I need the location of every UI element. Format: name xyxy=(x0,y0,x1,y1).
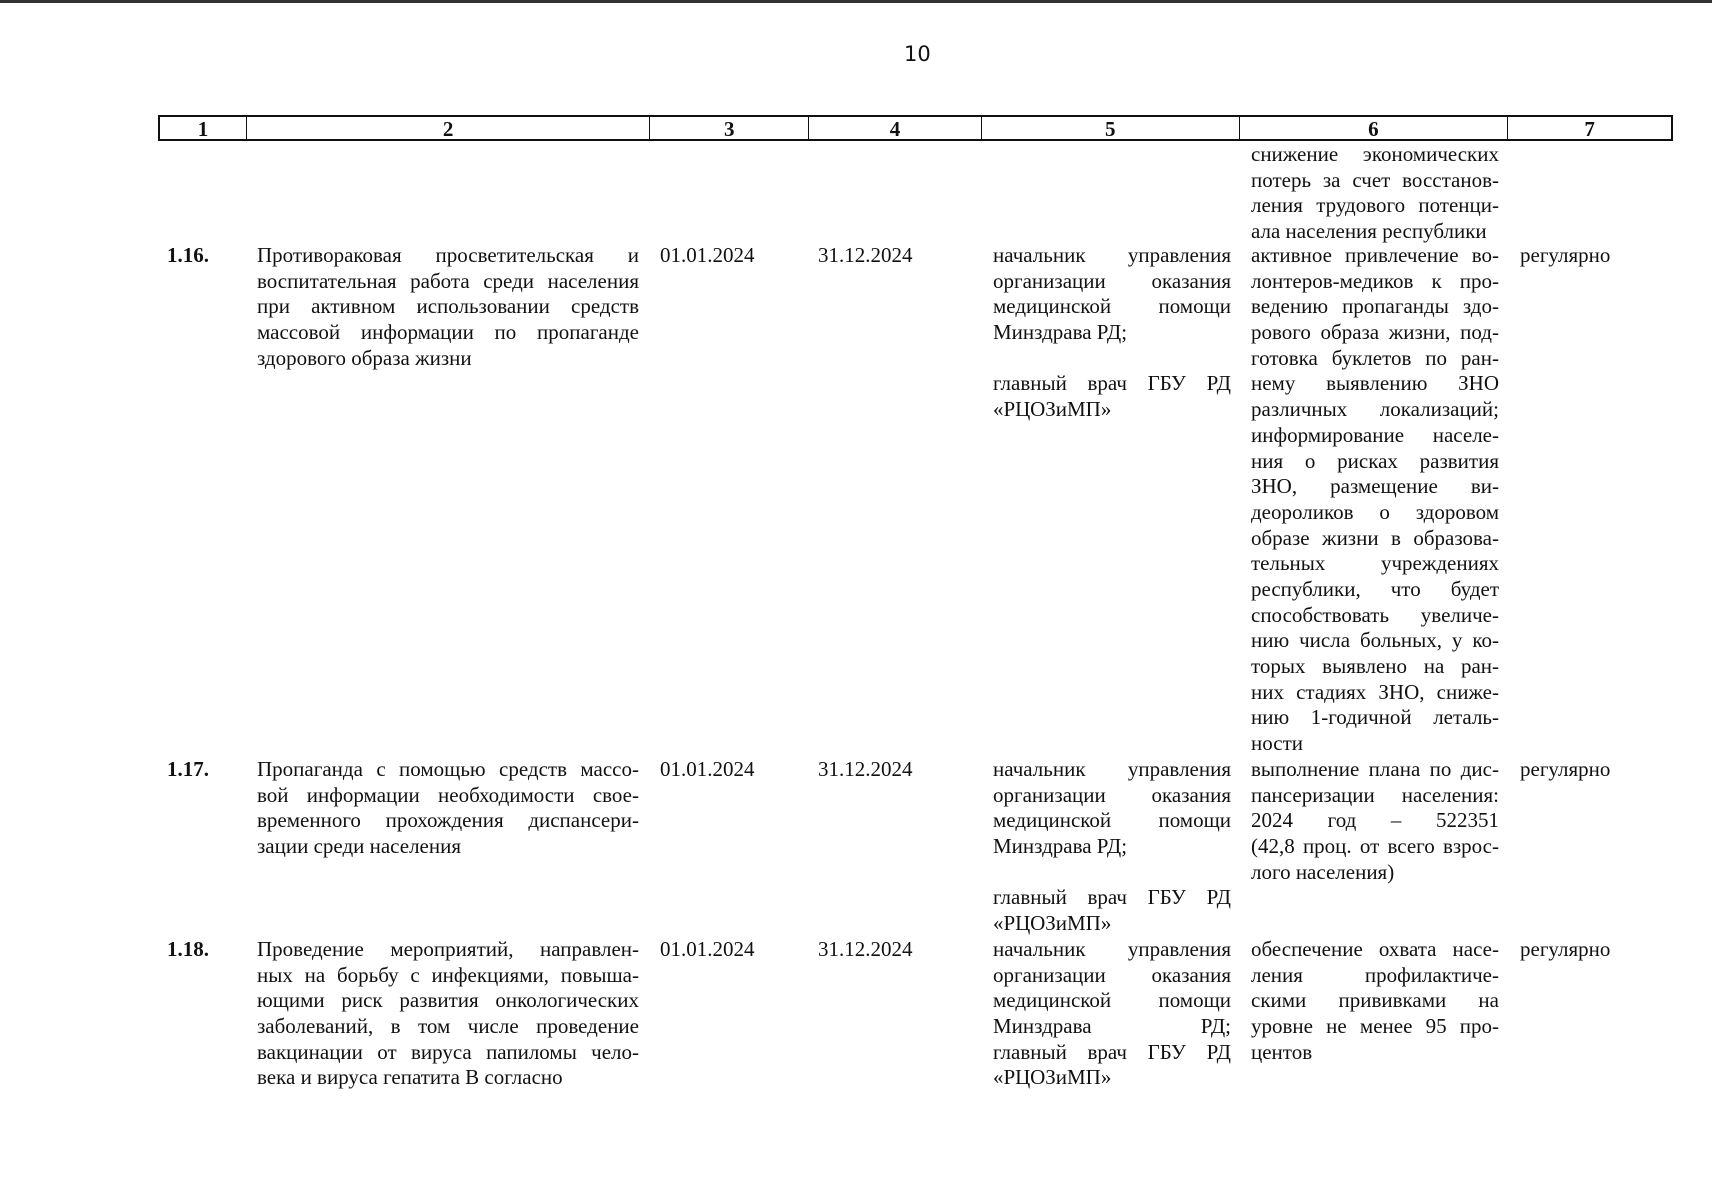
row-number: 1.17. xyxy=(167,757,209,781)
row-title-line: Проведение мероприятий, направлен- xyxy=(257,937,639,961)
row-title-line: заболеваний, в том числе проведение xyxy=(257,1014,639,1039)
row-result-line: тельных учреждениях xyxy=(1251,551,1499,576)
row-responsible-line: начальник управления xyxy=(993,243,1231,267)
row-result-line: различных локализаций; xyxy=(1251,397,1499,422)
row-responsible xyxy=(993,243,1231,423)
row-responsible-line: Минздрава РД; xyxy=(993,320,1128,345)
row-title-line: здорового образа жизни xyxy=(257,345,472,370)
row-end-date: 31.12.2024 xyxy=(818,757,913,781)
row-title-line: вакцинации от вируса папиломы чело- xyxy=(257,1039,639,1064)
row-result-line: (42,8 проц. от всего взрос- xyxy=(1251,834,1499,859)
row-responsible-line xyxy=(993,346,1231,372)
row-result-line: лого населения) xyxy=(1251,859,1395,884)
row-responsible xyxy=(993,757,1231,937)
row-start-date: 01.01.2024 xyxy=(660,937,755,961)
row-responsible-line: «РЦОЗиМП» xyxy=(993,1065,1112,1090)
header-col-3: 3 xyxy=(650,117,809,139)
row-title-line: воспитательная работа среди населения xyxy=(257,268,639,293)
row-result-line: них стадиях ЗНО, сниже- xyxy=(1251,679,1499,704)
header-col-5: 5 xyxy=(982,117,1240,139)
row-result-line: пансеризации населения: xyxy=(1251,782,1499,807)
row-result-line: торых выявлено на ран- xyxy=(1251,654,1499,678)
row-result-line: скими прививками на xyxy=(1251,988,1499,1013)
row-result-line: обеспечение охвата насе- xyxy=(1251,937,1499,961)
row-result-line: ЗНО, размещение ви- xyxy=(1251,474,1499,499)
row-responsible-line: главный врач ГБУ РД xyxy=(993,885,1231,910)
row-end-date: 31.12.2024 xyxy=(818,937,913,961)
row-result xyxy=(1251,937,1499,1065)
row-number: 1.16. xyxy=(167,243,209,267)
row-result-line: лонтеров-медиков к про- xyxy=(1251,268,1499,293)
row-result-line: ния о рисках развития xyxy=(1251,448,1499,473)
row-result-line: способствовать увеличе- xyxy=(1251,602,1499,627)
row-result-line: нему выявлению ЗНО xyxy=(1251,371,1499,396)
row-responsible-line: Минздрава РД; xyxy=(993,834,1128,859)
row-responsible-line: начальник управления xyxy=(993,757,1231,781)
row-result-line: ности xyxy=(1251,731,1303,756)
row-result-line: выполнение плана по дис- xyxy=(1251,757,1499,781)
row-result-line: 2024 год – 522351 xyxy=(1251,808,1499,833)
row-title-line: временного прохождения диспансери- xyxy=(257,808,639,833)
header-col-7: 7 xyxy=(1584,117,1595,141)
row-start-date: 01.01.2024 xyxy=(660,757,755,781)
row-title-line: века и вируса гепатита В согласно xyxy=(257,1065,563,1090)
row-number: 1.18. xyxy=(167,937,209,961)
row-result xyxy=(1251,757,1499,885)
row-result-line: республики, что будет xyxy=(1251,576,1499,601)
row-result-line: ления профилактиче- xyxy=(1251,962,1499,987)
row-title-line: Противораковая просветительская и xyxy=(257,243,639,267)
row-result-line: активное привлечение во- xyxy=(1251,243,1499,267)
header-col-1: 1 xyxy=(160,117,247,139)
row-end-date: 31.12.2024 xyxy=(818,243,913,267)
row-periodicity: регулярно xyxy=(1520,757,1611,781)
row-periodicity: регулярно xyxy=(1520,937,1611,961)
row-title-line: ющими риск развития онкологических xyxy=(257,988,639,1013)
row-responsible-line: «РЦОЗиМП» xyxy=(993,911,1112,936)
carryover-result-line: ала населения республики xyxy=(1251,219,1487,244)
row-title-line: при активном использовании средств xyxy=(257,294,639,319)
row-responsible-line: организации оказания xyxy=(993,962,1231,987)
row-result-line: образе жизни в образова- xyxy=(1251,525,1499,550)
row-result-line: уровне не менее 95 про- xyxy=(1251,1014,1499,1039)
row-periodicity: регулярно xyxy=(1520,243,1611,267)
row-start-date: 01.01.2024 xyxy=(660,243,755,267)
table-header-row xyxy=(158,115,1673,141)
row-responsible-line: медицинской помощи xyxy=(993,988,1231,1013)
row-title xyxy=(257,757,639,860)
row-responsible-line: главный врач ГБУ РД xyxy=(993,371,1231,396)
row-responsible-line: организации оказания xyxy=(993,268,1231,293)
row-responsible-line: медицинской помощи xyxy=(993,294,1231,319)
row-title-line: зации среди населения xyxy=(257,834,462,859)
row-result-line: рового образа жизни, под- xyxy=(1251,320,1499,345)
row-responsible-line: начальник управления xyxy=(993,937,1231,961)
row-responsible-line: медицинской помощи xyxy=(993,808,1231,833)
row-title-line: ных на борьбу с инфекциями, повыша- xyxy=(257,962,639,987)
row-title-line: массовой информации по пропаганде xyxy=(257,320,639,345)
carryover-result-line: снижение экономических xyxy=(1251,142,1499,166)
page-number: 10 xyxy=(904,42,931,66)
row-responsible-line: «РЦОЗиМП» xyxy=(993,397,1112,422)
carryover-result-line: потерь за счет восстанов- xyxy=(1251,167,1499,192)
row-result-line: центов xyxy=(1251,1039,1313,1064)
row-result-line: готовка буклетов по ран- xyxy=(1251,345,1499,370)
row-result-line: нию 1-годичной леталь- xyxy=(1251,705,1499,730)
row-title-line: Пропаганда с помощью средств массо- xyxy=(257,757,639,781)
header-col-6: 6 xyxy=(1240,117,1509,139)
row-responsible xyxy=(993,937,1231,1091)
header-col-2: 2 xyxy=(247,117,650,139)
row-title-line: вой информации необходимости свое- xyxy=(257,782,639,807)
row-result-line: нию числа больных, у ко- xyxy=(1251,628,1499,653)
row-result xyxy=(1251,243,1499,757)
carryover-result xyxy=(1251,142,1499,245)
row-title xyxy=(257,243,639,371)
carryover-result-line: ления трудового потенци- xyxy=(1251,193,1499,218)
header-col-4: 4 xyxy=(809,117,982,139)
row-responsible-line: организации оказания xyxy=(993,782,1231,807)
row-responsible-line: Минздрава РД; xyxy=(993,1014,1231,1039)
row-result-line: информирование населе- xyxy=(1251,422,1499,447)
row-result-line: ведению пропаганды здо- xyxy=(1251,294,1499,319)
row-title xyxy=(257,937,639,1091)
row-responsible-line: главный врач ГБУ РД xyxy=(993,1039,1231,1064)
row-responsible-line xyxy=(993,860,1231,886)
row-result-line: деороликов о здоровом xyxy=(1251,499,1499,524)
page-top-edge xyxy=(0,0,1712,3)
